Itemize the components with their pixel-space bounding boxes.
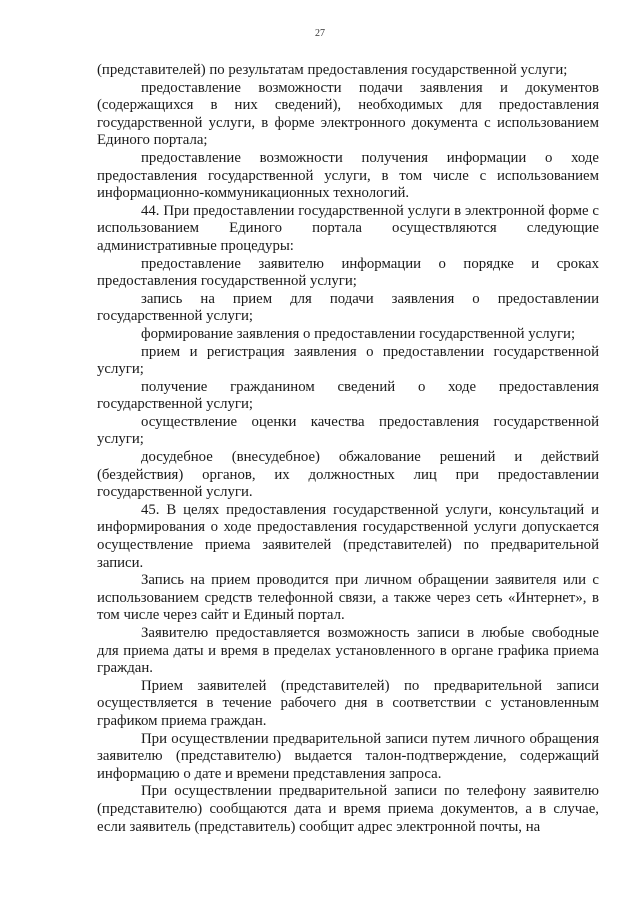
paragraph-10: осуществление оценки качества предоставления государственной услуги; xyxy=(97,413,599,448)
paragraph-14: Заявителю предоставляется возможность записи в любые свободные для приема даты и время в пределах установленного в органе графика приема граждан. xyxy=(97,625,599,677)
paragraph-9: получение гражданином сведений о ходе предоставления государственной услуги; xyxy=(97,378,599,413)
document-body xyxy=(97,62,599,836)
paragraph-15: Прием заявителей (представителей) по предварительной записи осуществляется в течение рабочего дня в соответствии с установленным графиком приема граждан. xyxy=(97,677,599,729)
paragraph-7: формирование заявления о предоставлении государственной услуги; xyxy=(141,325,576,342)
paragraph-3: предоставление возможности получения информации о ходе предоставления государственной услуги, в том числе с использованием информационно-коммуникационных технологий. xyxy=(97,149,599,202)
paragraph-4: 44. При предоставлении государственной услуги в электронной форме с использованием Единого портала осуществляются следующие административные процедуры: xyxy=(97,202,599,254)
paragraph-11: досудебное (внесудебное) обжалование решений и действий (бездействия) органов, их должностных лиц при предоставлении государственной услуги. xyxy=(97,449,599,501)
paragraph-17: При осуществлении предварительной записи по телефону заявителю (представителю) сообщаются дата и время приема документов, а в случае, если заявитель (представитель) сообщит адрес электронной почты, на xyxy=(97,783,599,835)
paragraph-8: прием и регистрация заявления о предоставлении государственной услуги; xyxy=(97,343,599,378)
paragraph-13: Запись на прием проводится при личном обращении заявителя или с использованием средств телефонной связи, а также через сеть «Интернет», в том числе через сайт и Единый портал. xyxy=(97,572,599,624)
paragraph-5: предоставление заявителю информации о порядке и сроках предоставления государственной услуги; xyxy=(97,255,599,290)
page-number: 27 xyxy=(315,28,325,39)
paragraph-12: 45. В целях предоставления государственной услуги, консультаций и информирования о ходе предоставления государственной услуги допускается осуществление приема заявителей (представителей) по предварительной записи. xyxy=(97,501,599,571)
paragraph-2: предоставление возможности подачи заявления и документов (содержащихся в них сведений), необходимых для предоставления государственной услуги, в форме электронного документа с использованием Единого портала; xyxy=(97,79,599,149)
paragraph-16: При осуществлении предварительной записи путем личного обращения заявителю (представителю) выдается талон-подтверждение, содержащий информацию о дате и времени представления запроса. xyxy=(97,730,599,782)
paragraph-1: (представителей) по результатам предоставления государственной услуги; xyxy=(97,62,568,78)
paragraph-6: запись на прием для подачи заявления о предоставлении государственной услуги; xyxy=(97,290,599,325)
